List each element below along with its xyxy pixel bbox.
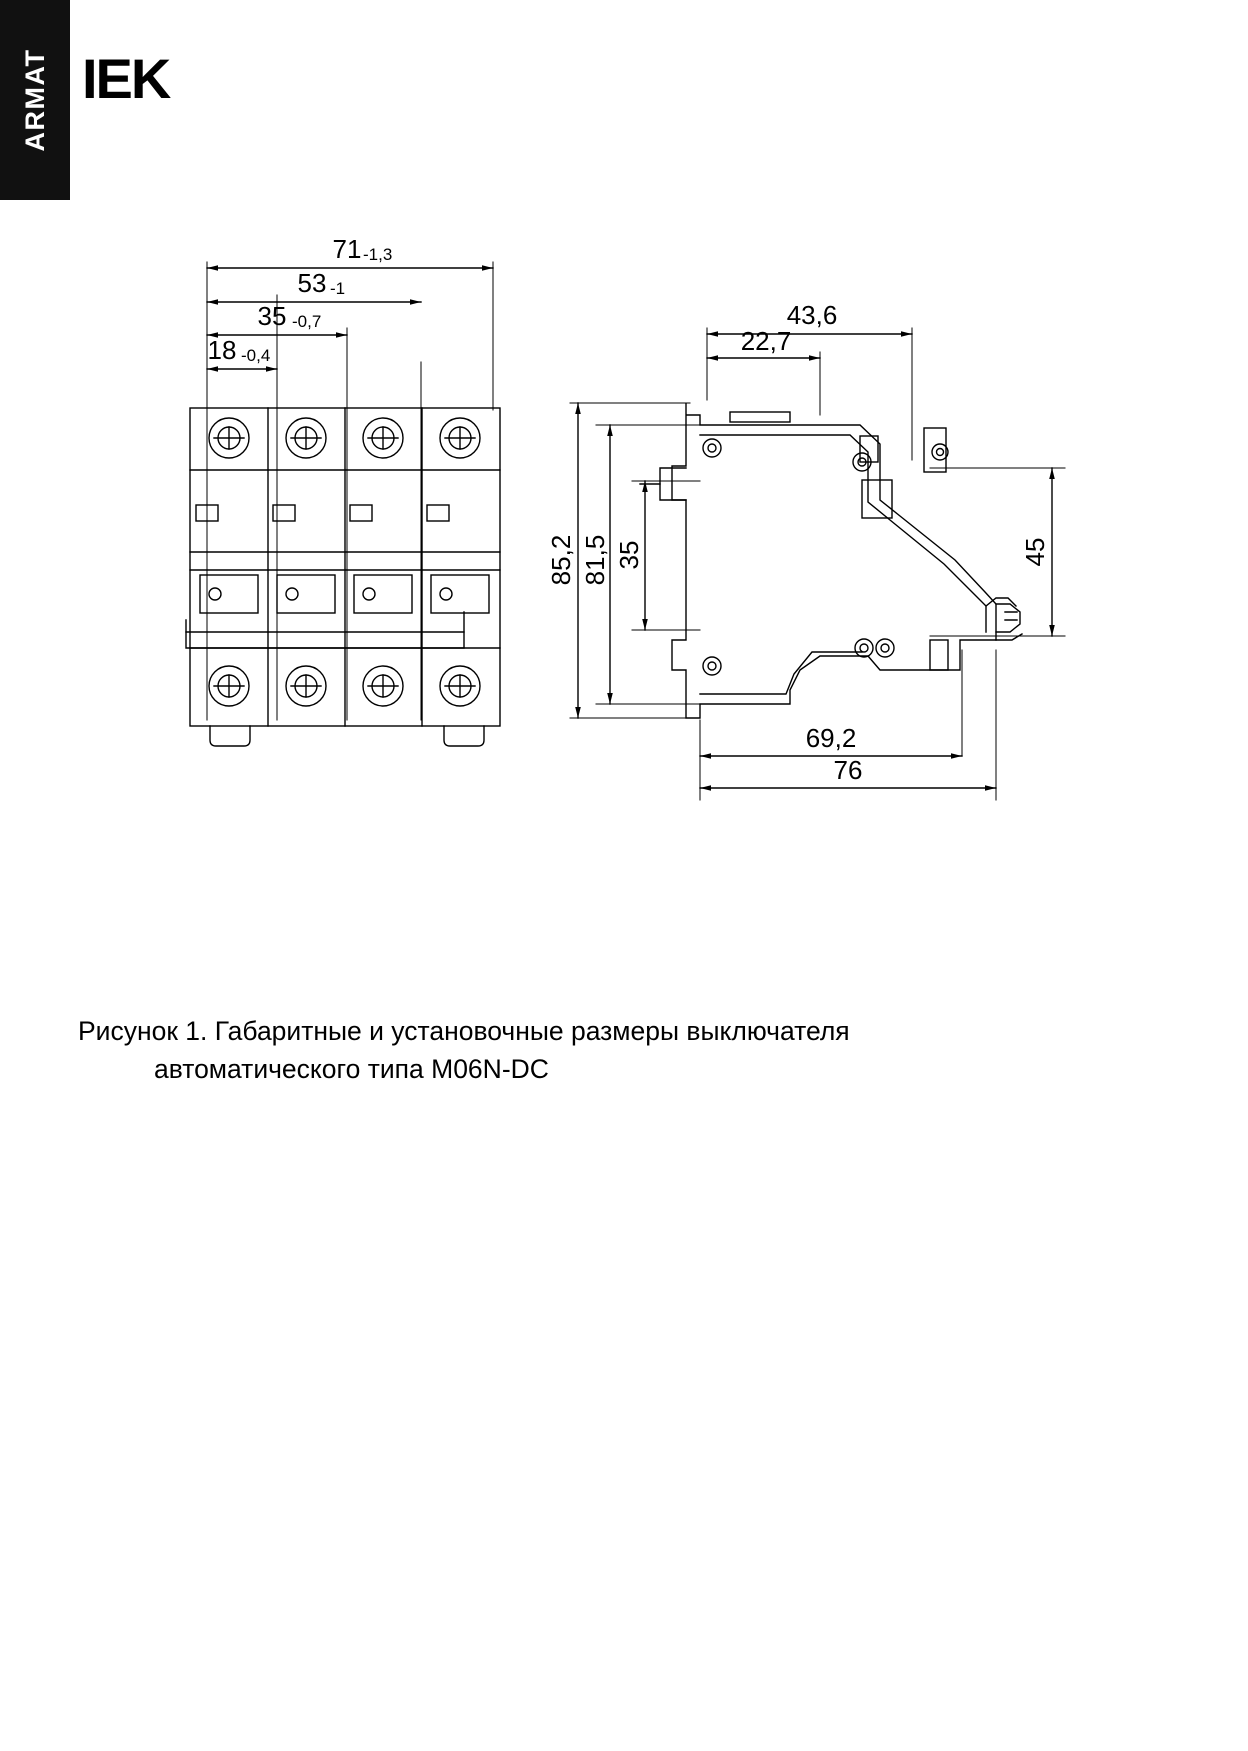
- dimension-35-vertical-value: 35: [614, 540, 644, 570]
- dimension-18-value: 18: [207, 335, 237, 365]
- dimension-69-2-value: 69,2: [805, 723, 857, 753]
- iek-logo: [82, 48, 169, 110]
- dimension-71-tolerance: -1,3: [363, 245, 393, 264]
- dimension-45-value: 45: [1020, 537, 1050, 567]
- dimension-22-7-value: 22,7: [740, 326, 792, 356]
- dimension-53-tolerance: -1: [330, 279, 346, 298]
- technical-drawing: [0, 200, 1248, 900]
- figure-caption-line1: Рисунок 1. Габаритные и установочные размеры выключателя: [78, 1016, 850, 1046]
- dimension-85-2-value: 85,2: [546, 534, 576, 586]
- figure-caption-line2: автоматического типа M06N-DC: [154, 1054, 549, 1085]
- brand-header-block: [0, 0, 70, 200]
- dimension-71-value: 71: [332, 234, 362, 264]
- brand-name-vertical: ARMAT: [19, 48, 50, 152]
- dimension-43-6-value: 43,6: [786, 300, 838, 330]
- drawing-svg: [0, 200, 1248, 900]
- dimension-35-tolerance: -0,7: [292, 312, 322, 331]
- dimension-76-value: 76: [833, 755, 863, 785]
- dimension-53-value: 53: [297, 268, 327, 298]
- dimension-18-tolerance: -0,4: [241, 346, 271, 365]
- figure-caption: [78, 1012, 1078, 1089]
- dimension-35-value: 35: [257, 301, 287, 331]
- dimension-81-5-value: 81,5: [580, 534, 610, 586]
- iek-logo-wordmark: IEK: [82, 47, 170, 110]
